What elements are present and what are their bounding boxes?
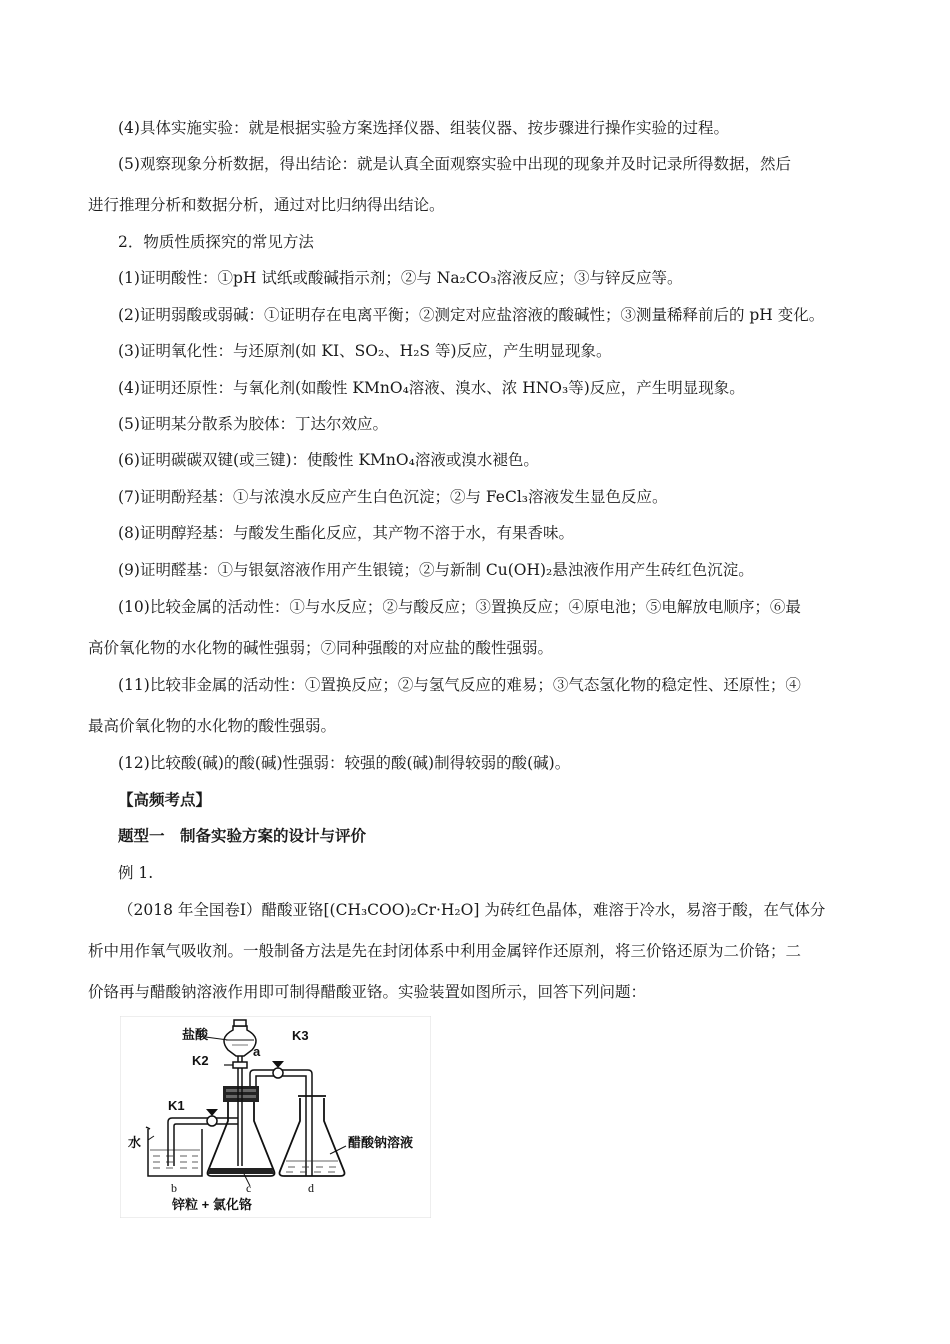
apparatus-diagram <box>120 1016 431 1218</box>
method-item-2: (2)证明弱酸或弱碱：①证明存在电离平衡；②测定对应盐溶液的酸碱性；③测量稀释前后的 pH 变化。 <box>118 306 825 324</box>
example-1-text-line-2: 析中用作氧气吸收剂。一般制备方法是先在封闭体系中利用金属锌作还原剂，将三价铬还原为二价铬；二 <box>88 942 802 960</box>
method-item-3: (3)证明氧化性：与还原剂(如 KI、SO₂、H₂S 等)反应，产生明显现象。 <box>118 342 612 360</box>
label-k2: K2 <box>192 1053 209 1068</box>
example-1-text-line-1: （2018 年全国卷Ⅰ）醋酸亚铬[(CH₃COO)₂Cr·H₂O] 为砖红色晶体，难溶于冷水，易溶于酸，在气体分 <box>118 901 826 919</box>
label-water: 水 <box>128 1135 142 1150</box>
method-item-12: (12)比较酸(碱)的酸(碱)性强弱：较强的酸(碱)制得较弱的酸(碱)。 <box>118 754 571 772</box>
method-item-10-line-1: (10)比较金属的活动性：①与水反应；②与酸反应；③置换反应；④原电池；⑤电解放电顺序；⑥最 <box>118 598 801 616</box>
label-b: b <box>171 1181 177 1195</box>
label-hydrochloric-acid: 盐酸 <box>182 1027 209 1042</box>
zinc-layer <box>208 1168 274 1174</box>
method-item-7: (7)证明酚羟基：①与浓溴水反应产生白色沉淀；②与 FeCl₃溶液发生显色反应。 <box>118 488 668 506</box>
label-k3: K3 <box>292 1028 309 1043</box>
label-a: a <box>253 1044 261 1059</box>
method-item-11-line-1: (11)比较非金属的活动性：①置换反应；②与氢气反应的难易；③气态氢化物的稳定性、还原性；④ <box>118 676 801 694</box>
method-item-1: (1)证明酸性：①pH 试纸或酸碱指示剂；②与 Na₂CO₃溶液反应；③与锌反应等。 <box>118 269 683 287</box>
example-1-text-line-3: 价铬再与醋酸钠溶液作用即可制得醋酸亚铬。实验装置如图所示，回答下列问题： <box>88 983 647 1001</box>
label-zinc-chromium-chloride: 锌粒 + 氯化铬 <box>172 1197 252 1212</box>
method-item-9: (9)证明醛基：①与银氨溶液作用产生银镜；②与新制 Cu(OH)₂悬浊液作用产生砖红色沉淀。 <box>118 561 754 579</box>
method-item-4: (4)证明还原性：与氧化剂(如酸性 KMnO₄溶液、溴水、浓 HNO₃等)反应，产生明显现象。 <box>118 379 745 397</box>
example-1-label: 例 1. <box>118 864 154 882</box>
question-type-1-heading: 题型一 制备实验方案的设计与评价 <box>118 827 367 845</box>
paragraph-step-4: (4)具体实施实验：就是根据实验方案选择仪器、组装仪器、按步骤进行操作实验的过程。 <box>118 119 729 137</box>
label-c: c <box>246 1181 252 1195</box>
method-item-5: (5)证明某分散系为胶体：丁达尔效应。 <box>118 415 388 433</box>
method-item-10-line-2: 高价氧化物的水化物的碱性强弱；⑦同种强酸的对应盐的酸性强弱。 <box>88 639 554 657</box>
label-d: d <box>308 1181 314 1195</box>
apparatus-figure <box>120 1016 431 1218</box>
method-item-11-line-2: 最高价氧化物的水化物的酸性强弱。 <box>88 717 337 735</box>
label-k1: K1 <box>168 1098 185 1113</box>
section-heading-methods: 2．物质性质探究的常见方法 <box>118 233 314 251</box>
label-sodium-acetate: 醋酸钠溶液 <box>348 1135 414 1150</box>
stopper-c <box>223 1086 259 1102</box>
paragraph-step-5-line-1: (5)观察现象分析数据，得出结论：就是认真全面观察实验中出现的现象并及时记录所得数据，然后 <box>118 155 791 173</box>
paragraph-step-5-line-2: 进行推理分析和数据分析，通过对比归纳得出结论。 <box>88 196 445 214</box>
method-item-6: (6)证明碳碳双键(或三键)：使酸性 KMnO₄溶液或溴水褪色。 <box>118 451 539 469</box>
high-frequency-heading: 【高频考点】 <box>118 791 212 809</box>
method-item-8: (8)证明醇羟基：与酸发生酯化反应，其产物不溶于水，有果香味。 <box>118 524 574 542</box>
